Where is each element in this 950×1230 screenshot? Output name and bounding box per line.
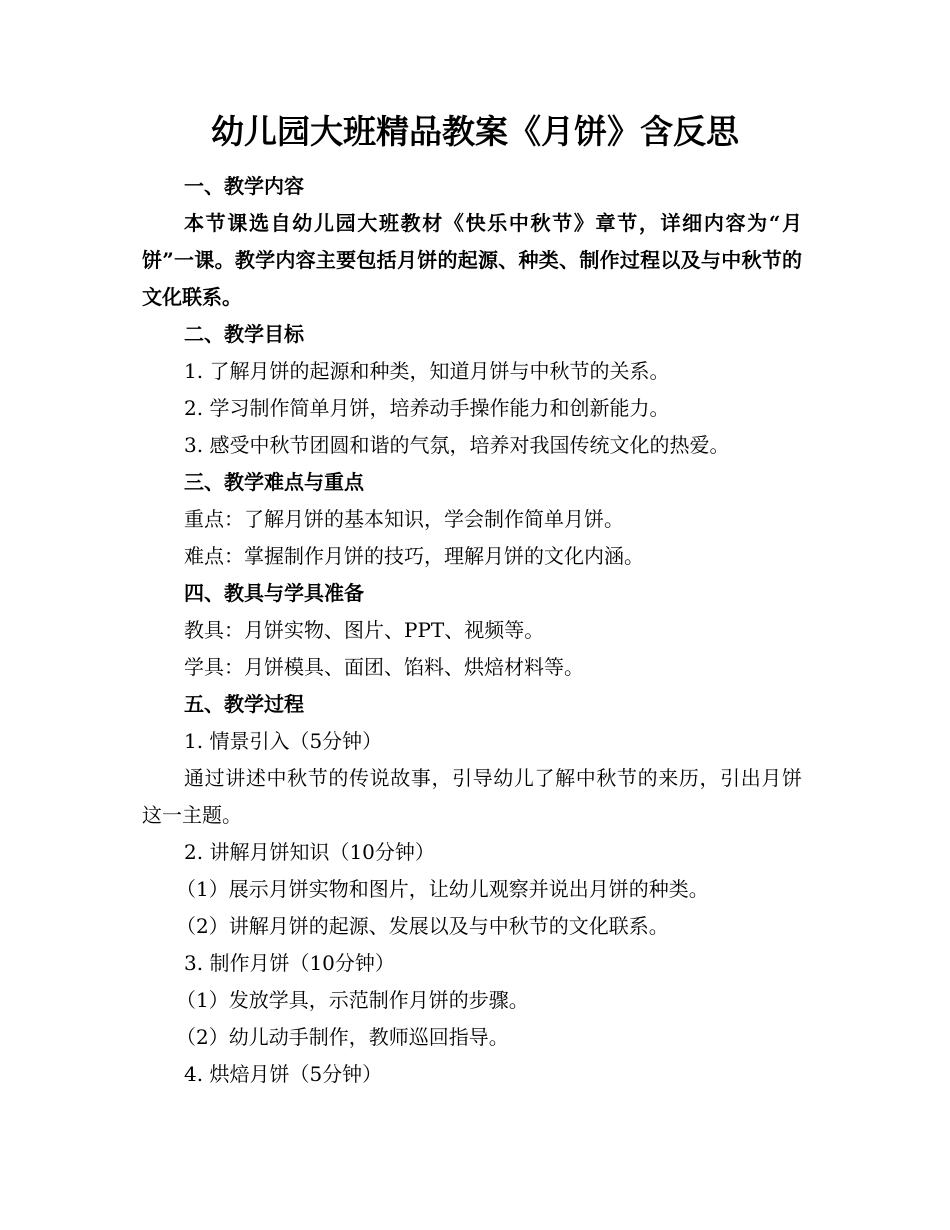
- materials-item: 教具：月饼实物、图片、PPT、视频等。: [184, 618, 545, 642]
- process-substep: （2）幼儿动手制作，教师巡回指导。: [176, 1025, 509, 1049]
- process-step-paragraph: 通过讲述中秋节的传说故事，引导幼儿了解中秋节的来历，引出月饼这一主题。: [142, 766, 802, 827]
- section-heading-content: 一、教学内容: [184, 174, 304, 198]
- document-title: 幼儿园大班精品教案《月饼》含反思: [211, 112, 739, 151]
- goal-item: 2. 学习制作简单月饼，培养动手操作能力和创新能力。: [184, 396, 670, 420]
- goal-item: 1. 了解月饼的起源和种类，知道月饼与中秋节的关系。: [184, 359, 670, 383]
- materials-item: 学具：月饼模具、面团、馅料、烘焙材料等。: [184, 655, 584, 679]
- process-substep: （2）讲解月饼的起源、发展以及与中秋节的文化联系。: [176, 914, 669, 938]
- section-heading-materials: 四、教具与学具准备: [184, 581, 364, 605]
- goal-item: 3. 感受中秋节团圆和谐的气氛，培养对我国传统文化的热爱。: [184, 433, 730, 457]
- section-heading-keypoints: 三、教学难点与重点: [184, 470, 364, 494]
- document-body: [142, 168, 802, 1093]
- process-substep: （1）发放学具，示范制作月饼的步骤。: [176, 988, 529, 1012]
- process-substep: （1）展示月饼实物和图片，让幼儿观察并说出月饼的种类。: [176, 877, 709, 901]
- process-step: 1. 情景引入（5分钟）: [184, 729, 383, 753]
- process-step: 2. 讲解月饼知识（10分钟）: [184, 840, 435, 864]
- section-heading-goals: 二、教学目标: [184, 322, 304, 346]
- section-paragraph-content: 本节课选自幼儿园大班教材《快乐中秋节》章节，详细内容为“月饼”一课。教学内容主要包括月饼的起源、种类、制作过程以及与中秋节的文化联系。: [142, 211, 802, 309]
- process-step: 3. 制作月饼（10分钟）: [184, 951, 395, 975]
- keypoint-item: 难点：掌握制作月饼的技巧，理解月饼的文化内涵。: [184, 544, 644, 568]
- keypoint-item: 重点：了解月饼的基本知识，学会制作简单月饼。: [184, 507, 624, 531]
- section-heading-process: 五、教学过程: [184, 692, 304, 716]
- process-step: 4. 烘焙月饼（5分钟）: [184, 1062, 383, 1086]
